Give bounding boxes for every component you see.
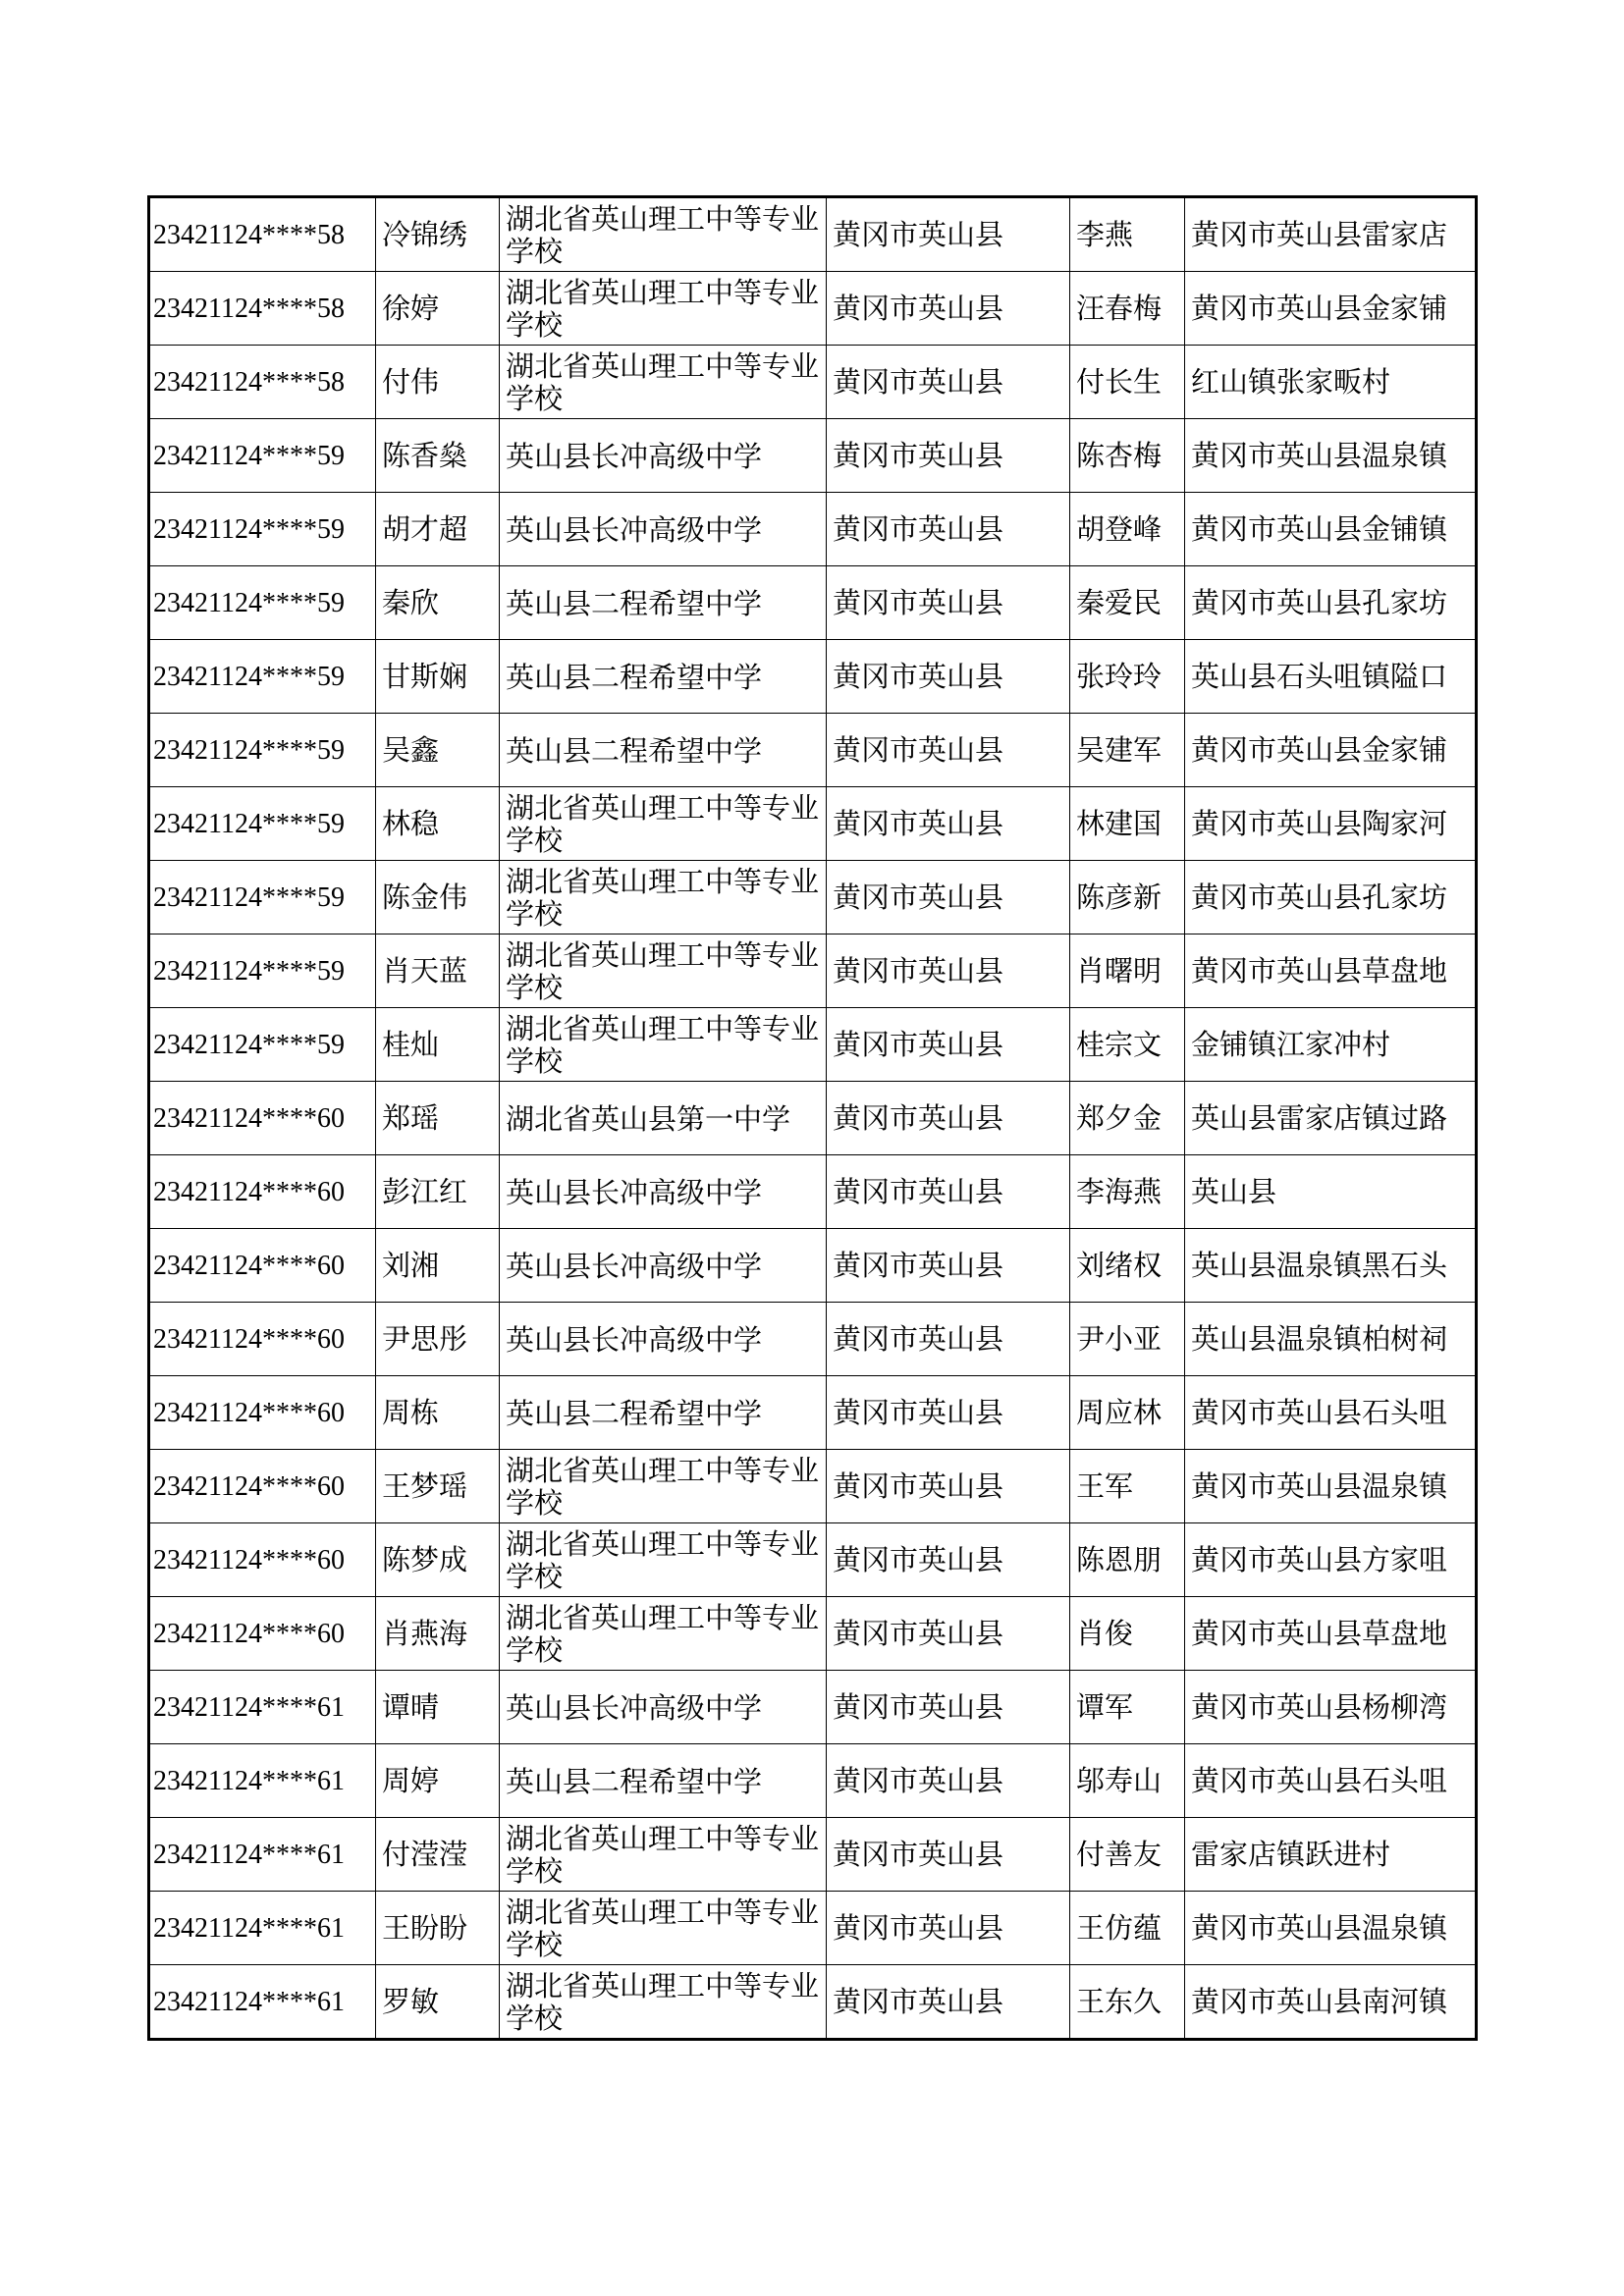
school-cell: 湖北省英山理工中等专业学校 (500, 934, 827, 1008)
student-name-cell: 王梦瑶 (376, 1450, 500, 1523)
address-cell: 黄冈市英山县雷家店 (1185, 197, 1477, 272)
region-cell: 黄冈市英山县 (827, 346, 1070, 419)
school-cell: 湖北省英山理工中等专业学校 (500, 197, 827, 272)
student-id-cell: 23421124****59 (149, 787, 376, 861)
region-cell: 黄冈市英山县 (827, 1892, 1070, 1965)
address-cell: 黄冈市英山县金铺镇 (1185, 493, 1477, 566)
guardian-cell: 郑夕金 (1070, 1082, 1185, 1155)
address-cell: 英山县雷家店镇过路 (1185, 1082, 1477, 1155)
guardian-cell: 陈彦新 (1070, 861, 1185, 934)
table-row (149, 1671, 1477, 1744)
school-cell: 湖北省英山理工中等专业学校 (500, 1008, 827, 1082)
student-name-cell: 冷锦绣 (376, 197, 500, 272)
school-cell: 英山县二程希望中学 (500, 1376, 827, 1450)
guardian-cell: 汪春梅 (1070, 272, 1185, 346)
guardian-cell: 肖曙明 (1070, 934, 1185, 1008)
school-cell: 湖北省英山理工中等专业学校 (500, 1523, 827, 1597)
student-id-cell: 23421124****59 (149, 861, 376, 934)
student-id-cell: 23421124****61 (149, 1671, 376, 1744)
guardian-cell: 张玲玲 (1070, 640, 1185, 714)
guardian-cell: 胡登峰 (1070, 493, 1185, 566)
table-row (149, 346, 1477, 419)
table-row (149, 714, 1477, 787)
student-id-cell: 23421124****59 (149, 566, 376, 640)
region-cell: 黄冈市英山县 (827, 1008, 1070, 1082)
student-id-cell: 23421124****61 (149, 1818, 376, 1892)
address-cell: 黄冈市英山县石头咀 (1185, 1744, 1477, 1818)
student-name-cell: 胡才超 (376, 493, 500, 566)
guardian-cell: 周应林 (1070, 1376, 1185, 1450)
school-cell: 英山县长冲高级中学 (500, 1229, 827, 1303)
student-name-cell: 林稳 (376, 787, 500, 861)
school-cell: 英山县长冲高级中学 (500, 419, 827, 493)
region-cell: 黄冈市英山县 (827, 787, 1070, 861)
table-body (149, 197, 1477, 2040)
student-id-cell: 23421124****61 (149, 1744, 376, 1818)
student-name-cell: 陈香燊 (376, 419, 500, 493)
address-cell: 黄冈市英山县草盘地 (1185, 1597, 1477, 1671)
guardian-cell: 吴建军 (1070, 714, 1185, 787)
guardian-cell: 李燕 (1070, 197, 1185, 272)
student-name-cell: 谭晴 (376, 1671, 500, 1744)
student-id-cell: 23421124****60 (149, 1155, 376, 1229)
region-cell: 黄冈市英山县 (827, 1376, 1070, 1450)
student-name-cell: 尹思彤 (376, 1303, 500, 1376)
guardian-cell: 尹小亚 (1070, 1303, 1185, 1376)
address-cell: 黄冈市英山县石头咀 (1185, 1376, 1477, 1450)
student-name-cell: 徐婷 (376, 272, 500, 346)
guardian-cell: 李海燕 (1070, 1155, 1185, 1229)
student-id-cell: 23421124****58 (149, 197, 376, 272)
region-cell: 黄冈市英山县 (827, 1155, 1070, 1229)
table-row (149, 1744, 1477, 1818)
guardian-cell: 陈杏梅 (1070, 419, 1185, 493)
student-name-cell: 王盼盼 (376, 1892, 500, 1965)
table-row (149, 1818, 1477, 1892)
address-cell: 红山镇张家畈村 (1185, 346, 1477, 419)
table-row (149, 1303, 1477, 1376)
region-cell: 黄冈市英山县 (827, 1597, 1070, 1671)
region-cell: 黄冈市英山县 (827, 861, 1070, 934)
address-cell: 英山县石头咀镇隘口 (1185, 640, 1477, 714)
student-name-cell: 郑瑶 (376, 1082, 500, 1155)
address-cell: 黄冈市英山县孔家坊 (1185, 566, 1477, 640)
guardian-cell: 林建国 (1070, 787, 1185, 861)
student-name-cell: 甘斯娴 (376, 640, 500, 714)
region-cell: 黄冈市英山县 (827, 1523, 1070, 1597)
student-name-cell: 陈金伟 (376, 861, 500, 934)
address-cell: 黄冈市英山县金家铺 (1185, 714, 1477, 787)
student-id-cell: 23421124****59 (149, 493, 376, 566)
student-name-cell: 肖燕海 (376, 1597, 500, 1671)
guardian-cell: 邬寿山 (1070, 1744, 1185, 1818)
region-cell: 黄冈市英山县 (827, 934, 1070, 1008)
table-row (149, 1376, 1477, 1450)
region-cell: 黄冈市英山县 (827, 714, 1070, 787)
student-id-cell: 23421124****60 (149, 1523, 376, 1597)
student-name-cell: 罗敏 (376, 1965, 500, 2040)
table-row (149, 1523, 1477, 1597)
student-id-cell: 23421124****58 (149, 272, 376, 346)
student-id-cell: 23421124****59 (149, 419, 376, 493)
student-id-cell: 23421124****60 (149, 1597, 376, 1671)
student-id-cell: 23421124****60 (149, 1229, 376, 1303)
school-cell: 湖北省英山理工中等专业学校 (500, 787, 827, 861)
school-cell: 湖北省英山理工中等专业学校 (500, 1892, 827, 1965)
school-cell: 湖北省英山理工中等专业学校 (500, 1597, 827, 1671)
address-cell: 黄冈市英山县杨柳湾 (1185, 1671, 1477, 1744)
address-cell: 黄冈市英山县南河镇 (1185, 1965, 1477, 2040)
table-row (149, 1597, 1477, 1671)
table-row (149, 1229, 1477, 1303)
student-id-cell: 23421124****61 (149, 1892, 376, 1965)
region-cell: 黄冈市英山县 (827, 493, 1070, 566)
student-id-cell: 23421124****59 (149, 934, 376, 1008)
region-cell: 黄冈市英山县 (827, 1671, 1070, 1744)
school-cell: 湖北省英山理工中等专业学校 (500, 1818, 827, 1892)
address-cell: 黄冈市英山县陶家河 (1185, 787, 1477, 861)
region-cell: 黄冈市英山县 (827, 197, 1070, 272)
guardian-cell: 陈恩朋 (1070, 1523, 1185, 1597)
school-cell: 湖北省英山理工中等专业学校 (500, 346, 827, 419)
guardian-cell: 秦爱民 (1070, 566, 1185, 640)
guardian-cell: 付善友 (1070, 1818, 1185, 1892)
address-cell: 黄冈市英山县温泉镇 (1185, 419, 1477, 493)
school-cell: 湖北省英山理工中等专业学校 (500, 1965, 827, 2040)
address-cell: 金铺镇江家冲村 (1185, 1008, 1477, 1082)
region-cell: 黄冈市英山县 (827, 1744, 1070, 1818)
student-name-cell: 陈梦成 (376, 1523, 500, 1597)
guardian-cell: 王东久 (1070, 1965, 1185, 2040)
table-row (149, 640, 1477, 714)
student-id-cell: 23421124****59 (149, 1008, 376, 1082)
address-cell: 黄冈市英山县孔家坊 (1185, 861, 1477, 934)
address-cell: 英山县 (1185, 1155, 1477, 1229)
address-cell: 黄冈市英山县温泉镇 (1185, 1892, 1477, 1965)
address-cell: 英山县温泉镇柏树祠 (1185, 1303, 1477, 1376)
table-row (149, 1082, 1477, 1155)
guardian-cell: 王军 (1070, 1450, 1185, 1523)
region-cell: 黄冈市英山县 (827, 1450, 1070, 1523)
school-cell: 湖北省英山理工中等专业学校 (500, 1450, 827, 1523)
guardian-cell: 桂宗文 (1070, 1008, 1185, 1082)
guardian-cell: 谭军 (1070, 1671, 1185, 1744)
region-cell: 黄冈市英山县 (827, 419, 1070, 493)
school-cell: 英山县二程希望中学 (500, 1744, 827, 1818)
student-name-cell: 周婷 (376, 1744, 500, 1818)
address-cell: 英山县温泉镇黑石头 (1185, 1229, 1477, 1303)
student-id-cell: 23421124****60 (149, 1082, 376, 1155)
region-cell: 黄冈市英山县 (827, 1303, 1070, 1376)
student-name-cell: 付滢滢 (376, 1818, 500, 1892)
table-row (149, 272, 1477, 346)
student-name-cell: 刘湘 (376, 1229, 500, 1303)
student-table (147, 195, 1478, 2041)
school-cell: 英山县长冲高级中学 (500, 1303, 827, 1376)
school-cell: 湖北省英山理工中等专业学校 (500, 861, 827, 934)
region-cell: 黄冈市英山县 (827, 1965, 1070, 2040)
student-id-cell: 23421124****58 (149, 346, 376, 419)
school-cell: 湖北省英山理工中等专业学校 (500, 272, 827, 346)
student-name-cell: 周栋 (376, 1376, 500, 1450)
table-row (149, 419, 1477, 493)
table-row (149, 1008, 1477, 1082)
guardian-cell: 付长生 (1070, 346, 1185, 419)
table-row (149, 1155, 1477, 1229)
student-id-cell: 23421124****60 (149, 1303, 376, 1376)
table-row (149, 787, 1477, 861)
student-id-cell: 23421124****59 (149, 640, 376, 714)
student-id-cell: 23421124****60 (149, 1376, 376, 1450)
guardian-cell: 王仿蕴 (1070, 1892, 1185, 1965)
region-cell: 黄冈市英山县 (827, 1229, 1070, 1303)
table-row (149, 1450, 1477, 1523)
school-cell: 英山县长冲高级中学 (500, 493, 827, 566)
student-name-cell: 秦欣 (376, 566, 500, 640)
table-row (149, 1892, 1477, 1965)
student-name-cell: 桂灿 (376, 1008, 500, 1082)
school-cell: 湖北省英山县第一中学 (500, 1082, 827, 1155)
school-cell: 英山县二程希望中学 (500, 640, 827, 714)
address-cell: 雷家店镇跃进村 (1185, 1818, 1477, 1892)
student-name-cell: 肖天蓝 (376, 934, 500, 1008)
student-name-cell: 付伟 (376, 346, 500, 419)
region-cell: 黄冈市英山县 (827, 1818, 1070, 1892)
student-id-cell: 23421124****60 (149, 1450, 376, 1523)
student-id-cell: 23421124****59 (149, 714, 376, 787)
school-cell: 英山县二程希望中学 (500, 714, 827, 787)
table-row (149, 493, 1477, 566)
student-id-cell: 23421124****61 (149, 1965, 376, 2040)
region-cell: 黄冈市英山县 (827, 566, 1070, 640)
address-cell: 黄冈市英山县草盘地 (1185, 934, 1477, 1008)
region-cell: 黄冈市英山县 (827, 272, 1070, 346)
table-row (149, 934, 1477, 1008)
guardian-cell: 刘绪权 (1070, 1229, 1185, 1303)
region-cell: 黄冈市英山县 (827, 640, 1070, 714)
table-row (149, 861, 1477, 934)
table-row (149, 197, 1477, 272)
school-cell: 英山县长冲高级中学 (500, 1671, 827, 1744)
student-name-cell: 彭江红 (376, 1155, 500, 1229)
student-name-cell: 吴鑫 (376, 714, 500, 787)
table-row (149, 1965, 1477, 2040)
address-cell: 黄冈市英山县温泉镇 (1185, 1450, 1477, 1523)
school-cell: 英山县长冲高级中学 (500, 1155, 827, 1229)
table-row (149, 566, 1477, 640)
school-cell: 英山县二程希望中学 (500, 566, 827, 640)
address-cell: 黄冈市英山县金家铺 (1185, 272, 1477, 346)
region-cell: 黄冈市英山县 (827, 1082, 1070, 1155)
address-cell: 黄冈市英山县方家咀 (1185, 1523, 1477, 1597)
guardian-cell: 肖俊 (1070, 1597, 1185, 1671)
